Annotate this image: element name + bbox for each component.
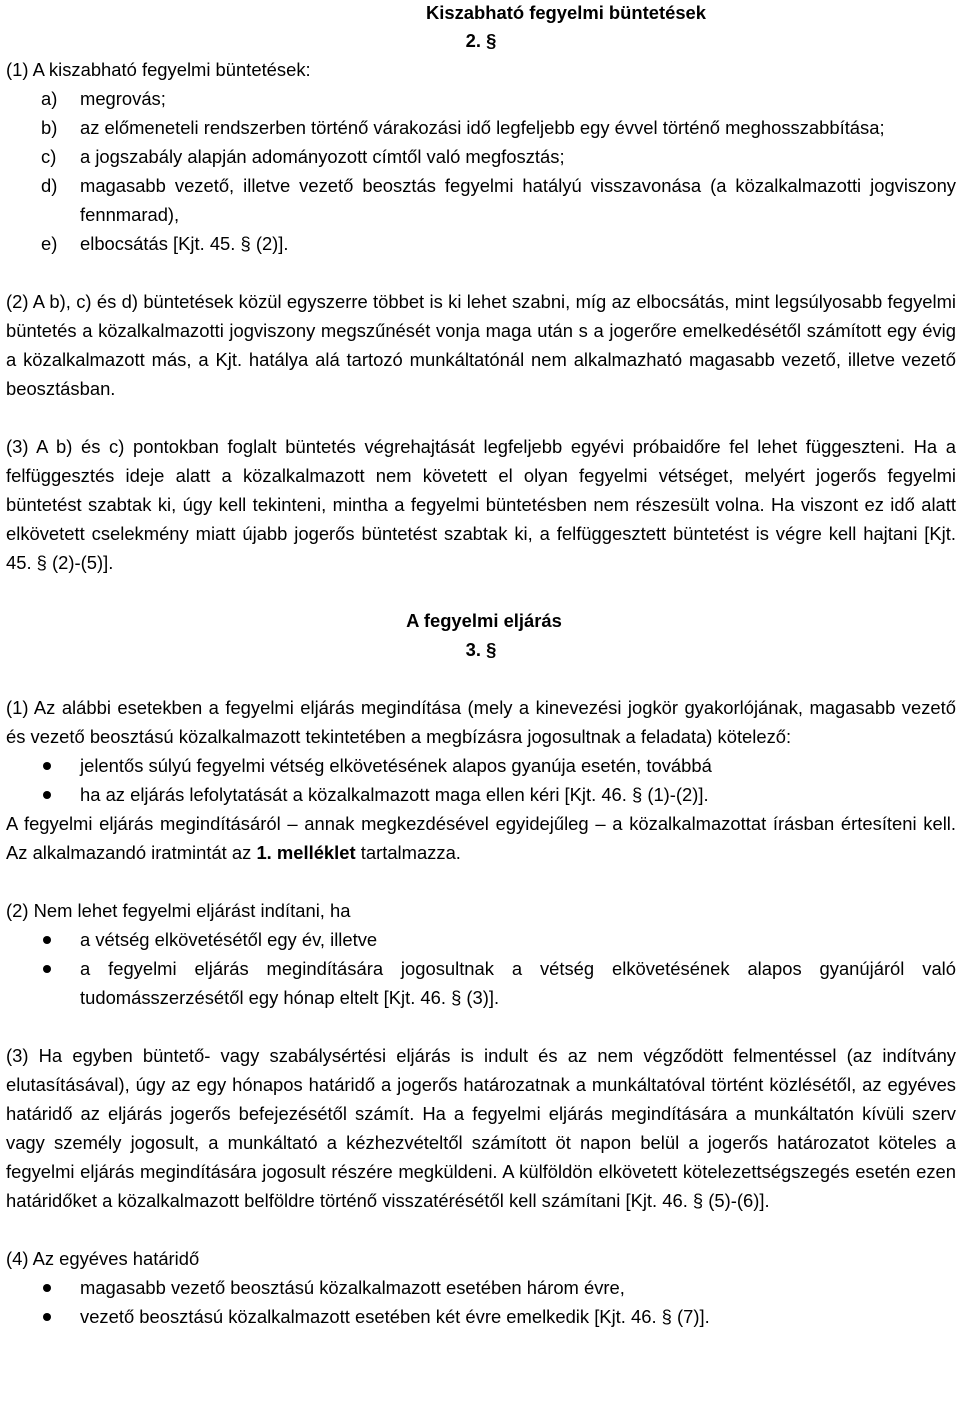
list-item — [6, 171, 956, 229]
bullet-text: a fegyelmi eljárás megindítására jogosultnak a vétség elkövetésének alapos gyanújáról való tudomásszerzésétől egy hónap eltelt [Kjt. 46. § (3)]. — [80, 958, 956, 1008]
section-number: 2. § — [465, 30, 497, 51]
paragraph-1-after — [6, 809, 956, 867]
bullet-icon — [43, 762, 51, 770]
list-item-text: a jogszabály alapján adományozott címtől való megfosztás; — [80, 146, 565, 167]
list-item-text: az előmeneteli rendszerben történő várakozási idő legfeljebb egy évvel történő meghosszabbítása; — [80, 117, 885, 138]
bullet-icon — [43, 965, 51, 973]
paragraph-2-intro: (2) Nem lehet fegyelmi eljárást indítani, ha — [6, 900, 351, 921]
paragraph-4-intro: (4) Az egyéves határidő — [6, 1248, 200, 1269]
paragraph-3: (3) Ha egyben büntető- vagy szabálysértési eljárás is indult és az nem végződött felmentéssel (az indítvány elutasításával), úgy az egy hónapos határidő a jogerős határozatnak a munkáltatóval történt közlésétől, az egyéves határidő az eljárás jogerős befejezésétől számít. Ha a fegyelmi eljárás megindítására a munkáltatón kívüli szerv vagy személy jogosult, a munkáltató a kézhezvételtől számított öt napon belül a jogerős határozatot köteles a fegyelmi eljárás megindítására jogosult részére megküldeni. A külföldön elkövetett kötelezettségszegés esetén ezen határidőket a közalkalmazott belföldre történő visszatérésétől kell számítani [Kjt. 46. § (5)-(6)]. — [6, 1045, 956, 1211]
bullet-text: jelentős súlyú fegyelmi vétség elkövetésének alapos gyanúja esetén, továbbá — [80, 755, 712, 776]
bullet-icon — [43, 1284, 51, 1292]
list-marker: b) — [41, 117, 58, 138]
list-item-text: magasabb vezető, illetve vezető beosztás fegyelmi hatályú visszavonása (a közalkalmazotti jogviszony fennmarad), — [80, 175, 956, 225]
bullet-item — [6, 751, 956, 780]
paragraph-3: (3) A b) és c) pontokban foglalt büntetés végrehajtását legfeljebb egyévi próbaidőre fel lehet függeszteni. Ha a felfüggesztés ideje alatt a közalkalmazott nem követett el olyan fegyelmi vétséget, melyért jogerős fegyelmi büntetést szabtak ki, úgy kell tekinteni, mintha a fegyelmi büntetésben nem részesült volna. Ha viszont ez idő alatt elkövetett cselekmény miatt újabb jogerős büntetést szabtak ki, a felfüggesztett büntetést is végre kell hajtani [Kjt. 45. § (2)-(5)]. — [6, 436, 956, 573]
list-marker: e) — [41, 233, 58, 254]
list-item-text: megrovás; — [80, 88, 166, 109]
paragraph-text: tartalmazza. — [360, 842, 461, 863]
section-number: 3. § — [465, 639, 497, 660]
list-item — [6, 142, 956, 171]
document-page — [6, 0, 956, 1331]
annex-reference: 1. melléklet — [256, 842, 356, 863]
list-marker: a) — [41, 88, 58, 109]
list-marker: c) — [41, 146, 57, 167]
list-item-text: elbocsátás [Kjt. 45. § (2)]. — [80, 233, 289, 254]
bullet-item — [6, 780, 956, 809]
list-item — [6, 113, 956, 142]
paragraph-text: A fegyelmi eljárás megindításáról – annak megkezdésével egyidejűleg – a közalkalmazottat írásban értesíteni kell. Az alkalmazandó iratmintát az — [6, 813, 956, 863]
section-title: Kiszabható fegyelmi büntetések — [425, 2, 707, 23]
list-item — [6, 84, 956, 113]
bullet-icon — [43, 1313, 51, 1321]
bullet-item — [6, 1273, 956, 1302]
bullet-text: ha az eljárás lefolytatását a közalkalmazott maga ellen kéri [Kjt. 46. § (1)-(2)]. — [80, 784, 709, 805]
bullet-icon — [43, 791, 51, 799]
paragraph-2: (2) A b), c) és d) büntetések közül egyszerre többet is ki lehet szabni, míg az elbocsátás, mint legsúlyosabb fegyelmi büntetés a közalkalmazotti jogviszony megszűnését vonja maga után s a jogerőre emelkedésétől számított egy évig a közalkalmazott más, a Kjt. hatálya alá tartozó munkáltatónál nem alkalmazható magasabb vezető, illetve vezető beosztásban. — [6, 291, 956, 399]
paragraph-1-intro: (1) A kiszabható fegyelmi büntetések: — [6, 59, 311, 80]
bullet-text: a vétség elkövetésétől egy év, illetve — [80, 929, 378, 950]
bullet-item — [6, 925, 956, 954]
bullet-item — [6, 1302, 956, 1331]
bullet-icon — [43, 936, 51, 944]
bullet-text: vezető beosztású közalkalmazott esetében két évre emelkedik [Kjt. 46. § (7)]. — [80, 1306, 710, 1327]
section-title: A fegyelmi eljárás — [406, 610, 562, 631]
list-item — [6, 229, 956, 258]
list-marker: d) — [41, 175, 58, 196]
bullet-text: magasabb vezető beosztású közalkalmazott esetében három évre, — [80, 1277, 625, 1298]
bullet-item — [6, 954, 956, 1012]
paragraph-1-intro: (1) Az alábbi esetekben a fegyelmi eljárás megindítása (mely a kinevezési jogkör gyakorlójának, magasabb vezető és vezető beosztású közalkalmazott tekintetében a megbízásra jogosultnak a feladata) kötelező: — [6, 697, 956, 747]
